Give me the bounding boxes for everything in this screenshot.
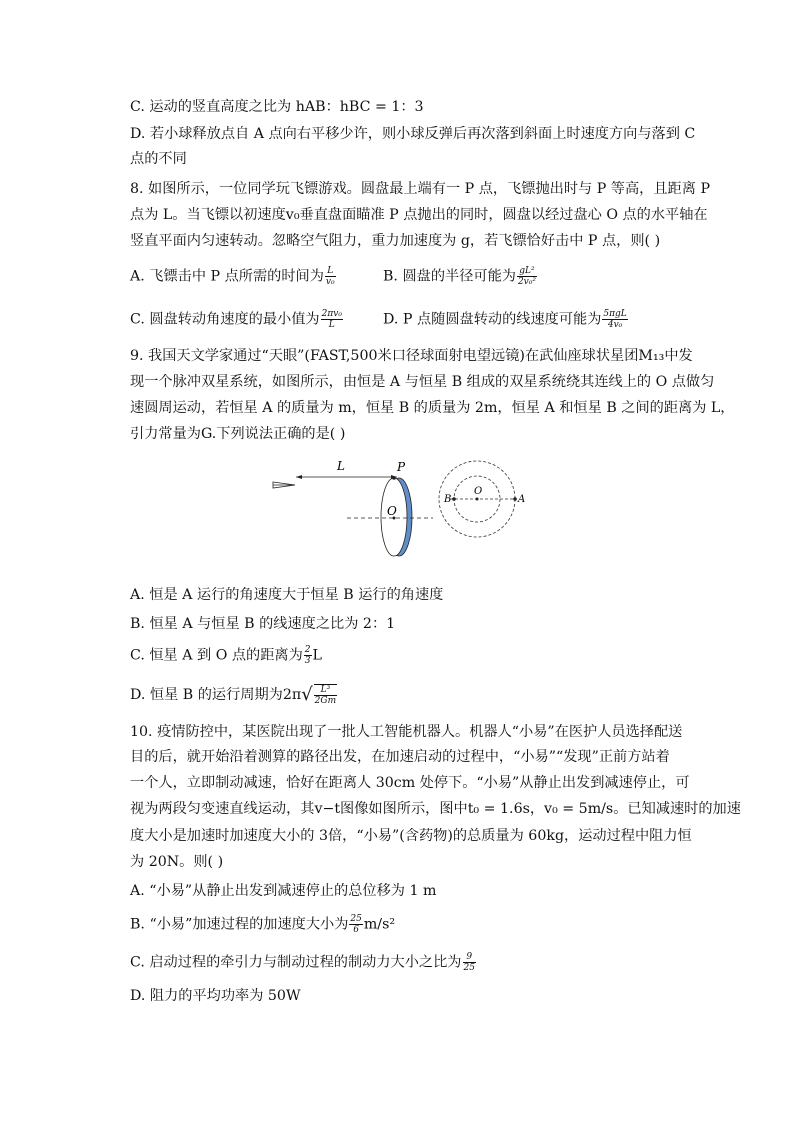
q7-option-d-line2: 点的不同 (130, 151, 187, 167)
fraction-numerator: 5πgL (603, 309, 627, 319)
q8-option-a-fraction (325, 266, 336, 287)
q8-option-b-fraction (517, 266, 537, 287)
q10-option-d: D. 阻力的平均功率为 50W (130, 988, 301, 1004)
fraction-numerator: 2 (304, 645, 311, 655)
dart-icon (273, 482, 295, 488)
q10-stem-line4: 视为两段匀变速直线运动，其v−t图像如图所示，图中t₀ = 1.6s，v₀ = 5m/s。已知减速时的加速 (130, 801, 741, 817)
fraction-denominator: 4v₀ (607, 320, 623, 330)
q9-option-c-tail: L (312, 647, 322, 664)
q10-stem-line3: 一个人，立即制动减速，恰好在距离人 30cm 处停下。“小易”从静止出发到减速停止，可 (130, 775, 690, 791)
q10-option-c (130, 952, 477, 973)
q9-stem-line3: 速圆周运动，若恒星 A 的质量为 m，恒星 B 的质量为 2m，恒星 A 和恒星 B 之间的距离为 L， (130, 400, 735, 416)
q10-option-b-tail: m/s² (363, 916, 396, 933)
q8-option-c-text: C. 圆盘转动角速度的最小值为 (130, 311, 320, 328)
q10-option-c-fraction (463, 952, 476, 973)
q9-option-a: A. 恒是 A 运行的角速度大于恒星 B 运行的角速度 (130, 587, 444, 603)
q8-stem-line1: 8. 如图所示，一位同学玩飞镖游戏。圆盘最上端有一 P 点，飞镖抛出时与 P 等高，且距离 P (130, 181, 710, 197)
q9-option-d-text: D. 恒星 B 的运行周期为2π (130, 687, 302, 703)
q10-option-a: A. “小易”从静止出发到减速停止的总位移为 1 m (130, 883, 437, 899)
star-A (513, 497, 517, 501)
label-O-binary: O (474, 486, 483, 497)
fraction-numerator: 9 (463, 952, 476, 963)
q9-stem-line1: 9. 我国天文学家通过“天眼”(FAST,500米口径球面射电望远镜)在武仙座球状星团M₁₃中发 (130, 348, 693, 364)
q10-stem-line6: 为 20N。则( ) (130, 854, 224, 870)
label-O: O (387, 504, 397, 518)
q7-option-c: C. 运动的竖直高度之比为 hAB：hBC = 1：3 (130, 99, 424, 115)
label-P: P (397, 460, 406, 474)
fraction-denominator: L (328, 320, 335, 330)
fraction-denominator: 2v₀² (517, 277, 536, 287)
q9-option-d (130, 684, 338, 706)
q10-option-b-text: B. “小易”加速过程的加速度大小为 (130, 916, 349, 933)
fraction-denominator: 3 (304, 656, 311, 666)
fraction-numerator: 2πv₀ (321, 309, 342, 319)
q8-option-c-fraction (321, 309, 343, 330)
fraction-numerator: gL² (517, 266, 537, 277)
q8-option-a-text: A. 飞镖击中 P 点所需的时间为 (130, 268, 324, 285)
q8-option-b (383, 266, 538, 287)
q10-stem-line5: 度大小是加速时加速度大小的 3倍，“小易”(含药物)的总质量为 60kg，运动过程中阻力恒 (130, 828, 692, 844)
q9-stem-line4: 引力常量为G.下列说法正确的是( ) (130, 426, 346, 442)
q8-option-d-fraction (602, 309, 627, 330)
fraction-denominator: 6 (353, 925, 359, 935)
q8-option-c (130, 309, 344, 330)
q9-option-c-text: C. 恒星 A 到 O 点的距离为 (130, 647, 303, 664)
fraction-numerator: L (325, 266, 336, 277)
q8-option-b-text: B. 圆盘的半径可能为 (383, 268, 516, 285)
q8-option-d (383, 309, 629, 330)
q9-stem-line2: 现一个脉冲双星系统，如图所示，由恒是 A 与恒星 B 组成的双星系统绕其连线上的 O 点做匀 (130, 374, 715, 390)
q7-option-d-line1: D. 若小球释放点自 A 点向右平移少许，则小球反弹后再次落到斜面上时速度方向与落到 C (130, 126, 696, 142)
point-O-binary (476, 498, 479, 501)
fraction-numerator: 25 (350, 914, 362, 924)
label-L: L (337, 459, 345, 473)
point-P (392, 476, 396, 480)
distance-arrow (296, 475, 397, 479)
q8-stem-line2: 点为 L。当飞镖以初速度v₀垂直盘面瞄准 P 点抛出的同时，圆盘以经过盘心 O 点的水平轴在 (130, 207, 708, 223)
q10-option-b (130, 914, 395, 935)
fraction-denominator: v₀ (325, 277, 335, 287)
q8-option-a (130, 266, 337, 287)
q9-option-c (130, 645, 322, 666)
fraction-denominator: 25 (463, 963, 475, 973)
q10-stem-line1: 10. 疫情防控中，某医院出现了一批人工智能机器人。机器人“小易”在医护人员选择配送 (130, 724, 683, 740)
sqrt-symbol: √ (301, 684, 313, 705)
q9-option-c-fraction (304, 645, 312, 666)
star-B (452, 497, 456, 501)
q8-option-d-text: D. P 点随圆盘转动的线速度可能为 (383, 311, 602, 328)
label-A: A (518, 494, 526, 505)
q9-option-b: B. 恒星 A 与恒星 B 的线速度之比为 2：1 (130, 616, 396, 632)
q8-stem-line3: 竖直平面内匀速转动。忽略空气阻力，重力加速度为 g，若飞镖恰好击中 P 点，则( ) (130, 233, 661, 249)
fraction-numerator: L³ (314, 685, 337, 696)
fraction-denominator: 2Gm (314, 696, 337, 706)
label-B: B (444, 494, 452, 505)
q10-stem-line2: 目的后，就开始沿着测算的路径出发，在加速启动的过程中，“小易”“发现”正前方站着 (130, 749, 670, 765)
q9-option-d-fraction (314, 684, 337, 706)
q9-figure (265, 455, 535, 565)
q10-option-c-text: C. 启动过程的牵引力与制动过程的制动力大小之比为 (130, 954, 462, 971)
q10-option-b-fraction (349, 914, 362, 935)
